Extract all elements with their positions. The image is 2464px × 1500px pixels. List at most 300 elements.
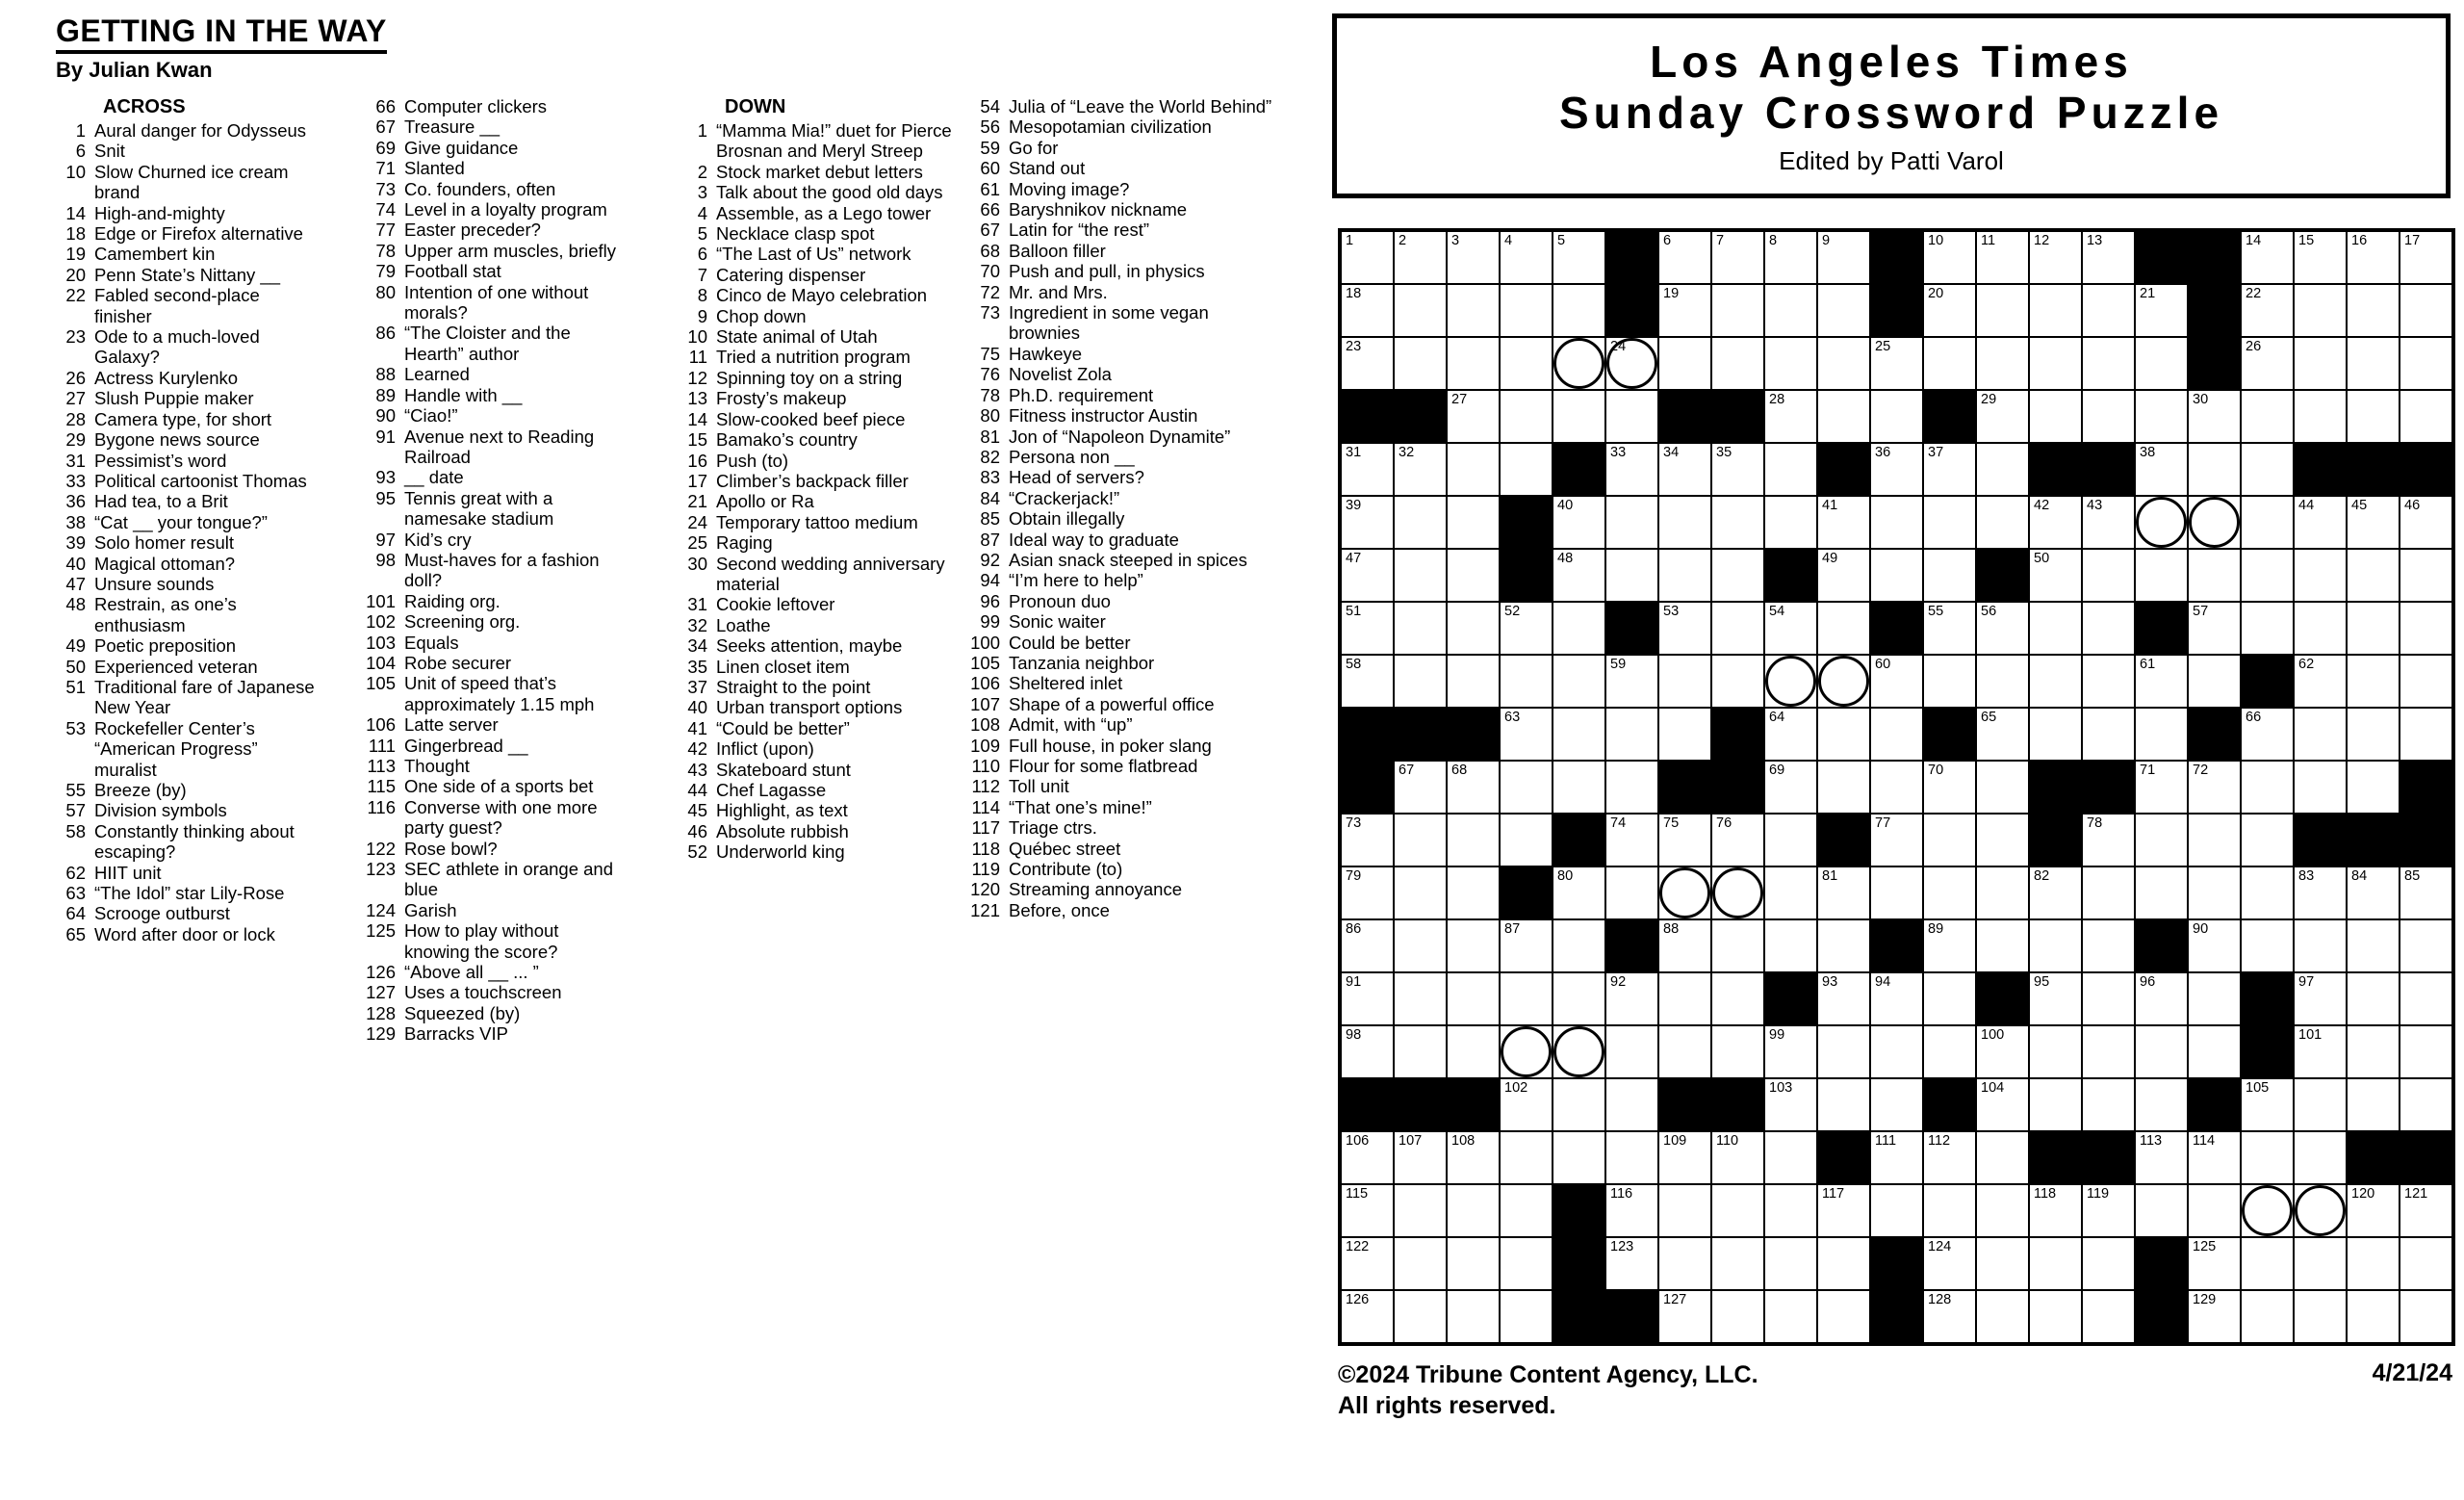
grid-cell-r5c1[interactable] bbox=[1341, 443, 1394, 496]
grid-cell-r8c8[interactable] bbox=[1711, 602, 1764, 655]
grid-cell-r21c20[interactable] bbox=[2347, 1290, 2400, 1343]
grid-cell-r15c15[interactable] bbox=[2082, 972, 2135, 1025]
grid-cell-r5c17[interactable] bbox=[2188, 443, 2241, 496]
grid-cell-r15c3[interactable] bbox=[1447, 972, 1500, 1025]
grid-cell-r11c20[interactable] bbox=[2347, 761, 2400, 814]
grid-cell-r19c11[interactable] bbox=[1870, 1184, 1923, 1237]
grid-cell-r7c12[interactable] bbox=[1923, 549, 1976, 602]
grid-cell-r13c19[interactable] bbox=[2294, 866, 2347, 919]
grid-cell-r1c18[interactable] bbox=[2241, 231, 2294, 284]
grid-cell-r15c17[interactable] bbox=[2188, 972, 2241, 1025]
grid-cell-r15c19[interactable] bbox=[2294, 972, 2347, 1025]
grid-cell-r3c3[interactable] bbox=[1447, 337, 1500, 390]
grid-cell-r20c4[interactable] bbox=[1500, 1237, 1553, 1290]
grid-cell-r17c13[interactable] bbox=[1976, 1078, 2029, 1131]
grid-cell-r16c13[interactable] bbox=[1976, 1025, 2029, 1078]
grid-cell-r10c20[interactable] bbox=[2347, 708, 2400, 761]
grid-cell-r3c12[interactable] bbox=[1923, 337, 1976, 390]
grid-cell-r8c2[interactable] bbox=[1394, 602, 1447, 655]
grid-cell-r18c9[interactable] bbox=[1764, 1131, 1817, 1184]
grid-cell-r3c9[interactable] bbox=[1764, 337, 1817, 390]
grid-cell-r8c10[interactable] bbox=[1817, 602, 1870, 655]
grid-cell-r11c13[interactable] bbox=[1976, 761, 2029, 814]
grid-cell-r11c5[interactable] bbox=[1553, 761, 1605, 814]
grid-cell-r5c16[interactable] bbox=[2135, 443, 2188, 496]
grid-cell-r5c7[interactable] bbox=[1658, 443, 1711, 496]
grid-cell-r14c4[interactable] bbox=[1500, 919, 1553, 972]
grid-cell-r21c4[interactable] bbox=[1500, 1290, 1553, 1343]
grid-cell-r14c12[interactable] bbox=[1923, 919, 1976, 972]
grid-cell-r12c2[interactable] bbox=[1394, 814, 1447, 866]
grid-cell-r19c12[interactable] bbox=[1923, 1184, 1976, 1237]
grid-cell-r9c6[interactable] bbox=[1605, 655, 1658, 708]
grid-cell-r8c15[interactable] bbox=[2082, 602, 2135, 655]
grid-cell-r12c8[interactable] bbox=[1711, 814, 1764, 866]
grid-cell-r8c17[interactable] bbox=[2188, 602, 2241, 655]
grid-cell-r21c13[interactable] bbox=[1976, 1290, 2029, 1343]
grid-cell-r20c2[interactable] bbox=[1394, 1237, 1447, 1290]
grid-cell-r17c4[interactable] bbox=[1500, 1078, 1553, 1131]
grid-cell-r3c1[interactable] bbox=[1341, 337, 1394, 390]
grid-cell-r7c7[interactable] bbox=[1658, 549, 1711, 602]
grid-cell-r7c6[interactable] bbox=[1605, 549, 1658, 602]
grid-cell-r21c14[interactable] bbox=[2029, 1290, 2082, 1343]
grid-cell-r2c7[interactable] bbox=[1658, 284, 1711, 337]
grid-cell-r5c11[interactable] bbox=[1870, 443, 1923, 496]
grid-cell-r8c14[interactable] bbox=[2029, 602, 2082, 655]
grid-cell-r12c6[interactable] bbox=[1605, 814, 1658, 866]
grid-cell-r15c21[interactable] bbox=[2400, 972, 2452, 1025]
grid-cell-r15c4[interactable] bbox=[1500, 972, 1553, 1025]
grid-cell-r4c5[interactable] bbox=[1553, 390, 1605, 443]
grid-cell-r16c21[interactable] bbox=[2400, 1025, 2452, 1078]
grid-cell-r20c14[interactable] bbox=[2029, 1237, 2082, 1290]
grid-cell-r1c15[interactable] bbox=[2082, 231, 2135, 284]
grid-cell-r9c21[interactable] bbox=[2400, 655, 2452, 708]
grid-cell-r15c2[interactable] bbox=[1394, 972, 1447, 1025]
grid-cell-r8c7[interactable] bbox=[1658, 602, 1711, 655]
grid-cell-r1c7[interactable] bbox=[1658, 231, 1711, 284]
grid-cell-r10c5[interactable] bbox=[1553, 708, 1605, 761]
grid-cell-r14c7[interactable] bbox=[1658, 919, 1711, 972]
grid-cell-r6c17[interactable] bbox=[2188, 496, 2241, 549]
grid-cell-r5c18[interactable] bbox=[2241, 443, 2294, 496]
grid-cell-r1c19[interactable] bbox=[2294, 231, 2347, 284]
grid-cell-r8c12[interactable] bbox=[1923, 602, 1976, 655]
grid-cell-r9c8[interactable] bbox=[1711, 655, 1764, 708]
grid-cell-r2c13[interactable] bbox=[1976, 284, 2029, 337]
grid-cell-r18c3[interactable] bbox=[1447, 1131, 1500, 1184]
grid-cell-r20c6[interactable] bbox=[1605, 1237, 1658, 1290]
grid-cell-r19c17[interactable] bbox=[2188, 1184, 2241, 1237]
grid-cell-r18c7[interactable] bbox=[1658, 1131, 1711, 1184]
grid-cell-r1c2[interactable] bbox=[1394, 231, 1447, 284]
grid-cell-r7c14[interactable] bbox=[2029, 549, 2082, 602]
grid-cell-r14c9[interactable] bbox=[1764, 919, 1817, 972]
grid-cell-r4c19[interactable] bbox=[2294, 390, 2347, 443]
grid-cell-r14c18[interactable] bbox=[2241, 919, 2294, 972]
grid-cell-r21c17[interactable] bbox=[2188, 1290, 2241, 1343]
grid-cell-r11c4[interactable] bbox=[1500, 761, 1553, 814]
grid-cell-r13c17[interactable] bbox=[2188, 866, 2241, 919]
grid-cell-r15c11[interactable] bbox=[1870, 972, 1923, 1025]
grid-cell-r21c10[interactable] bbox=[1817, 1290, 1870, 1343]
grid-cell-r21c19[interactable] bbox=[2294, 1290, 2347, 1343]
grid-cell-r19c7[interactable] bbox=[1658, 1184, 1711, 1237]
grid-cell-r1c8[interactable] bbox=[1711, 231, 1764, 284]
grid-cell-r13c16[interactable] bbox=[2135, 866, 2188, 919]
grid-cell-r7c11[interactable] bbox=[1870, 549, 1923, 602]
grid-cell-r7c8[interactable] bbox=[1711, 549, 1764, 602]
grid-cell-r5c2[interactable] bbox=[1394, 443, 1447, 496]
grid-cell-r20c1[interactable] bbox=[1341, 1237, 1394, 1290]
grid-cell-r21c8[interactable] bbox=[1711, 1290, 1764, 1343]
grid-cell-r2c4[interactable] bbox=[1500, 284, 1553, 337]
grid-cell-r1c13[interactable] bbox=[1976, 231, 2029, 284]
grid-cell-r16c4[interactable] bbox=[1500, 1025, 1553, 1078]
grid-cell-r3c11[interactable] bbox=[1870, 337, 1923, 390]
grid-cell-r19c6[interactable] bbox=[1605, 1184, 1658, 1237]
grid-cell-r16c15[interactable] bbox=[2082, 1025, 2135, 1078]
grid-cell-r9c16[interactable] bbox=[2135, 655, 2188, 708]
grid-cell-r14c17[interactable] bbox=[2188, 919, 2241, 972]
grid-cell-r11c17[interactable] bbox=[2188, 761, 2241, 814]
grid-cell-r17c20[interactable] bbox=[2347, 1078, 2400, 1131]
grid-cell-r1c5[interactable] bbox=[1553, 231, 1605, 284]
grid-cell-r21c15[interactable] bbox=[2082, 1290, 2135, 1343]
grid-cell-r13c10[interactable] bbox=[1817, 866, 1870, 919]
grid-cell-r8c5[interactable] bbox=[1553, 602, 1605, 655]
grid-cell-r17c6[interactable] bbox=[1605, 1078, 1658, 1131]
grid-cell-r6c3[interactable] bbox=[1447, 496, 1500, 549]
grid-cell-r13c2[interactable] bbox=[1394, 866, 1447, 919]
grid-cell-r16c1[interactable] bbox=[1341, 1025, 1394, 1078]
grid-cell-r7c18[interactable] bbox=[2241, 549, 2294, 602]
grid-cell-r2c15[interactable] bbox=[2082, 284, 2135, 337]
grid-cell-r17c10[interactable] bbox=[1817, 1078, 1870, 1131]
grid-cell-r3c2[interactable] bbox=[1394, 337, 1447, 390]
grid-cell-r12c13[interactable] bbox=[1976, 814, 2029, 866]
grid-cell-r10c19[interactable] bbox=[2294, 708, 2347, 761]
grid-cell-r7c5[interactable] bbox=[1553, 549, 1605, 602]
grid-cell-r7c20[interactable] bbox=[2347, 549, 2400, 602]
grid-cell-r16c17[interactable] bbox=[2188, 1025, 2241, 1078]
grid-cell-r16c14[interactable] bbox=[2029, 1025, 2082, 1078]
grid-cell-r15c20[interactable] bbox=[2347, 972, 2400, 1025]
grid-cell-r1c12[interactable] bbox=[1923, 231, 1976, 284]
grid-cell-r17c16[interactable] bbox=[2135, 1078, 2188, 1131]
grid-cell-r4c6[interactable] bbox=[1605, 390, 1658, 443]
grid-cell-r1c10[interactable] bbox=[1817, 231, 1870, 284]
grid-cell-r4c14[interactable] bbox=[2029, 390, 2082, 443]
grid-cell-r10c4[interactable] bbox=[1500, 708, 1553, 761]
grid-cell-r13c9[interactable] bbox=[1764, 866, 1817, 919]
grid-cell-r16c7[interactable] bbox=[1658, 1025, 1711, 1078]
grid-cell-r18c17[interactable] bbox=[2188, 1131, 2241, 1184]
grid-cell-r2c19[interactable] bbox=[2294, 284, 2347, 337]
grid-cell-r13c8[interactable] bbox=[1711, 866, 1764, 919]
grid-cell-r18c11[interactable] bbox=[1870, 1131, 1923, 1184]
grid-cell-r3c5[interactable] bbox=[1553, 337, 1605, 390]
grid-cell-r1c20[interactable] bbox=[2347, 231, 2400, 284]
grid-cell-r17c19[interactable] bbox=[2294, 1078, 2347, 1131]
grid-cell-r13c1[interactable] bbox=[1341, 866, 1394, 919]
grid-cell-r7c3[interactable] bbox=[1447, 549, 1500, 602]
grid-cell-r14c1[interactable] bbox=[1341, 919, 1394, 972]
grid-cell-r8c20[interactable] bbox=[2347, 602, 2400, 655]
grid-cell-r14c5[interactable] bbox=[1553, 919, 1605, 972]
grid-cell-r18c5[interactable] bbox=[1553, 1131, 1605, 1184]
grid-cell-r5c8[interactable] bbox=[1711, 443, 1764, 496]
grid-cell-r20c19[interactable] bbox=[2294, 1237, 2347, 1290]
grid-cell-r19c20[interactable] bbox=[2347, 1184, 2400, 1237]
grid-cell-r10c14[interactable] bbox=[2029, 708, 2082, 761]
grid-cell-r3c18[interactable] bbox=[2241, 337, 2294, 390]
grid-cell-r9c19[interactable] bbox=[2294, 655, 2347, 708]
grid-cell-r15c8[interactable] bbox=[1711, 972, 1764, 1025]
grid-cell-r9c20[interactable] bbox=[2347, 655, 2400, 708]
grid-cell-r2c8[interactable] bbox=[1711, 284, 1764, 337]
grid-cell-r19c10[interactable] bbox=[1817, 1184, 1870, 1237]
grid-cell-r2c12[interactable] bbox=[1923, 284, 1976, 337]
grid-cell-r6c20[interactable] bbox=[2347, 496, 2400, 549]
grid-cell-r20c17[interactable] bbox=[2188, 1237, 2241, 1290]
grid-cell-r14c2[interactable] bbox=[1394, 919, 1447, 972]
grid-cell-r9c4[interactable] bbox=[1500, 655, 1553, 708]
grid-cell-r1c9[interactable] bbox=[1764, 231, 1817, 284]
grid-cell-r12c16[interactable] bbox=[2135, 814, 2188, 866]
grid-cell-r7c21[interactable] bbox=[2400, 549, 2452, 602]
grid-cell-r9c7[interactable] bbox=[1658, 655, 1711, 708]
grid-cell-r18c8[interactable] bbox=[1711, 1131, 1764, 1184]
grid-cell-r9c2[interactable] bbox=[1394, 655, 1447, 708]
grid-cell-r9c3[interactable] bbox=[1447, 655, 1500, 708]
grid-cell-r4c21[interactable] bbox=[2400, 390, 2452, 443]
grid-cell-r8c19[interactable] bbox=[2294, 602, 2347, 655]
grid-cell-r13c21[interactable] bbox=[2400, 866, 2452, 919]
grid-cell-r18c18[interactable] bbox=[2241, 1131, 2294, 1184]
grid-cell-r19c1[interactable] bbox=[1341, 1184, 1394, 1237]
grid-cell-r18c19[interactable] bbox=[2294, 1131, 2347, 1184]
grid-cell-r2c5[interactable] bbox=[1553, 284, 1605, 337]
grid-cell-r6c8[interactable] bbox=[1711, 496, 1764, 549]
grid-cell-r12c15[interactable] bbox=[2082, 814, 2135, 866]
grid-cell-r13c11[interactable] bbox=[1870, 866, 1923, 919]
grid-cell-r5c4[interactable] bbox=[1500, 443, 1553, 496]
grid-cell-r18c16[interactable] bbox=[2135, 1131, 2188, 1184]
grid-cell-r18c4[interactable] bbox=[1500, 1131, 1553, 1184]
grid-cell-r15c12[interactable] bbox=[1923, 972, 1976, 1025]
grid-cell-r14c20[interactable] bbox=[2347, 919, 2400, 972]
grid-cell-r4c10[interactable] bbox=[1817, 390, 1870, 443]
grid-cell-r8c1[interactable] bbox=[1341, 602, 1394, 655]
grid-cell-r4c20[interactable] bbox=[2347, 390, 2400, 443]
grid-cell-r4c17[interactable] bbox=[2188, 390, 2241, 443]
grid-cell-r18c2[interactable] bbox=[1394, 1131, 1447, 1184]
grid-cell-r20c8[interactable] bbox=[1711, 1237, 1764, 1290]
grid-cell-r6c6[interactable] bbox=[1605, 496, 1658, 549]
grid-cell-r13c7[interactable] bbox=[1658, 866, 1711, 919]
grid-cell-r3c8[interactable] bbox=[1711, 337, 1764, 390]
grid-cell-r9c9[interactable] bbox=[1764, 655, 1817, 708]
grid-cell-r3c20[interactable] bbox=[2347, 337, 2400, 390]
grid-cell-r3c15[interactable] bbox=[2082, 337, 2135, 390]
grid-cell-r15c16[interactable] bbox=[2135, 972, 2188, 1025]
grid-cell-r16c2[interactable] bbox=[1394, 1025, 1447, 1078]
grid-cell-r19c19[interactable] bbox=[2294, 1184, 2347, 1237]
grid-cell-r17c14[interactable] bbox=[2029, 1078, 2082, 1131]
grid-cell-r15c6[interactable] bbox=[1605, 972, 1658, 1025]
grid-cell-r3c21[interactable] bbox=[2400, 337, 2452, 390]
grid-cell-r4c18[interactable] bbox=[2241, 390, 2294, 443]
grid-cell-r21c12[interactable] bbox=[1923, 1290, 1976, 1343]
grid-cell-r14c3[interactable] bbox=[1447, 919, 1500, 972]
grid-cell-r10c7[interactable] bbox=[1658, 708, 1711, 761]
grid-cell-r13c15[interactable] bbox=[2082, 866, 2135, 919]
grid-cell-r11c6[interactable] bbox=[1605, 761, 1658, 814]
grid-cell-r2c21[interactable] bbox=[2400, 284, 2452, 337]
grid-cell-r9c1[interactable] bbox=[1341, 655, 1394, 708]
grid-cell-r11c10[interactable] bbox=[1817, 761, 1870, 814]
grid-cell-r4c11[interactable] bbox=[1870, 390, 1923, 443]
grid-cell-r5c6[interactable] bbox=[1605, 443, 1658, 496]
grid-cell-r21c2[interactable] bbox=[1394, 1290, 1447, 1343]
grid-cell-r10c6[interactable] bbox=[1605, 708, 1658, 761]
grid-cell-r16c12[interactable] bbox=[1923, 1025, 1976, 1078]
grid-cell-r10c9[interactable] bbox=[1764, 708, 1817, 761]
grid-cell-r9c10[interactable] bbox=[1817, 655, 1870, 708]
grid-cell-r8c9[interactable] bbox=[1764, 602, 1817, 655]
grid-cell-r19c3[interactable] bbox=[1447, 1184, 1500, 1237]
grid-cell-r19c16[interactable] bbox=[2135, 1184, 2188, 1237]
grid-cell-r10c15[interactable] bbox=[2082, 708, 2135, 761]
grid-cell-r12c9[interactable] bbox=[1764, 814, 1817, 866]
grid-cell-r10c11[interactable] bbox=[1870, 708, 1923, 761]
grid-cell-r17c21[interactable] bbox=[2400, 1078, 2452, 1131]
grid-cell-r12c11[interactable] bbox=[1870, 814, 1923, 866]
grid-cell-r9c17[interactable] bbox=[2188, 655, 2241, 708]
grid-cell-r13c6[interactable] bbox=[1605, 866, 1658, 919]
grid-cell-r20c10[interactable] bbox=[1817, 1237, 1870, 1290]
grid-cell-r6c13[interactable] bbox=[1976, 496, 2029, 549]
grid-cell-r19c9[interactable] bbox=[1764, 1184, 1817, 1237]
grid-cell-r2c3[interactable] bbox=[1447, 284, 1500, 337]
grid-cell-r11c19[interactable] bbox=[2294, 761, 2347, 814]
grid-cell-r2c1[interactable] bbox=[1341, 284, 1394, 337]
grid-cell-r1c14[interactable] bbox=[2029, 231, 2082, 284]
grid-cell-r6c15[interactable] bbox=[2082, 496, 2135, 549]
grid-cell-r7c16[interactable] bbox=[2135, 549, 2188, 602]
grid-cell-r21c1[interactable] bbox=[1341, 1290, 1394, 1343]
grid-cell-r3c13[interactable] bbox=[1976, 337, 2029, 390]
grid-cell-r16c6[interactable] bbox=[1605, 1025, 1658, 1078]
grid-cell-r6c19[interactable] bbox=[2294, 496, 2347, 549]
grid-cell-r3c10[interactable] bbox=[1817, 337, 1870, 390]
grid-cell-r6c2[interactable] bbox=[1394, 496, 1447, 549]
grid-cell-r13c18[interactable] bbox=[2241, 866, 2294, 919]
grid-cell-r15c10[interactable] bbox=[1817, 972, 1870, 1025]
grid-cell-r17c18[interactable] bbox=[2241, 1078, 2294, 1131]
grid-cell-r20c12[interactable] bbox=[1923, 1237, 1976, 1290]
grid-cell-r2c10[interactable] bbox=[1817, 284, 1870, 337]
grid-cell-r6c11[interactable] bbox=[1870, 496, 1923, 549]
grid-cell-r20c21[interactable] bbox=[2400, 1237, 2452, 1290]
grid-cell-r4c4[interactable] bbox=[1500, 390, 1553, 443]
grid-cell-r17c5[interactable] bbox=[1553, 1078, 1605, 1131]
grid-cell-r19c8[interactable] bbox=[1711, 1184, 1764, 1237]
grid-cell-r10c21[interactable] bbox=[2400, 708, 2452, 761]
grid-cell-r11c11[interactable] bbox=[1870, 761, 1923, 814]
grid-cell-r8c3[interactable] bbox=[1447, 602, 1500, 655]
grid-cell-r12c4[interactable] bbox=[1500, 814, 1553, 866]
grid-cell-r18c1[interactable] bbox=[1341, 1131, 1394, 1184]
grid-cell-r1c4[interactable] bbox=[1500, 231, 1553, 284]
grid-cell-r9c15[interactable] bbox=[2082, 655, 2135, 708]
grid-cell-r2c14[interactable] bbox=[2029, 284, 2082, 337]
grid-cell-r12c3[interactable] bbox=[1447, 814, 1500, 866]
grid-cell-r16c19[interactable] bbox=[2294, 1025, 2347, 1078]
grid-cell-r2c9[interactable] bbox=[1764, 284, 1817, 337]
grid-cell-r16c10[interactable] bbox=[1817, 1025, 1870, 1078]
grid-cell-r4c13[interactable] bbox=[1976, 390, 2029, 443]
grid-cell-r14c14[interactable] bbox=[2029, 919, 2082, 972]
grid-cell-r21c21[interactable] bbox=[2400, 1290, 2452, 1343]
grid-cell-r20c7[interactable] bbox=[1658, 1237, 1711, 1290]
grid-cell-r12c12[interactable] bbox=[1923, 814, 1976, 866]
grid-cell-r9c5[interactable] bbox=[1553, 655, 1605, 708]
grid-cell-r11c9[interactable] bbox=[1764, 761, 1817, 814]
grid-cell-r3c14[interactable] bbox=[2029, 337, 2082, 390]
grid-cell-r1c1[interactable] bbox=[1341, 231, 1394, 284]
grid-cell-r7c2[interactable] bbox=[1394, 549, 1447, 602]
grid-cell-r9c12[interactable] bbox=[1923, 655, 1976, 708]
grid-cell-r15c1[interactable] bbox=[1341, 972, 1394, 1025]
grid-cell-r20c18[interactable] bbox=[2241, 1237, 2294, 1290]
grid-cell-r6c21[interactable] bbox=[2400, 496, 2452, 549]
grid-cell-r19c2[interactable] bbox=[1394, 1184, 1447, 1237]
grid-cell-r1c21[interactable] bbox=[2400, 231, 2452, 284]
grid-cell-r18c6[interactable] bbox=[1605, 1131, 1658, 1184]
grid-cell-r11c2[interactable] bbox=[1394, 761, 1447, 814]
grid-cell-r10c13[interactable] bbox=[1976, 708, 2029, 761]
grid-cell-r14c8[interactable] bbox=[1711, 919, 1764, 972]
grid-cell-r5c9[interactable] bbox=[1764, 443, 1817, 496]
grid-cell-r3c7[interactable] bbox=[1658, 337, 1711, 390]
grid-cell-r9c13[interactable] bbox=[1976, 655, 2029, 708]
grid-cell-r6c9[interactable] bbox=[1764, 496, 1817, 549]
grid-cell-r20c13[interactable] bbox=[1976, 1237, 2029, 1290]
grid-cell-r6c1[interactable] bbox=[1341, 496, 1394, 549]
grid-cell-r6c5[interactable] bbox=[1553, 496, 1605, 549]
grid-cell-r8c13[interactable] bbox=[1976, 602, 2029, 655]
grid-cell-r6c14[interactable] bbox=[2029, 496, 2082, 549]
grid-cell-r3c16[interactable] bbox=[2135, 337, 2188, 390]
grid-cell-r21c18[interactable] bbox=[2241, 1290, 2294, 1343]
grid-cell-r8c18[interactable] bbox=[2241, 602, 2294, 655]
grid-cell-r19c14[interactable] bbox=[2029, 1184, 2082, 1237]
grid-cell-r11c18[interactable] bbox=[2241, 761, 2294, 814]
grid-cell-r3c19[interactable] bbox=[2294, 337, 2347, 390]
grid-cell-r12c17[interactable] bbox=[2188, 814, 2241, 866]
grid-cell-r7c19[interactable] bbox=[2294, 549, 2347, 602]
grid-cell-r7c17[interactable] bbox=[2188, 549, 2241, 602]
grid-cell-r15c5[interactable] bbox=[1553, 972, 1605, 1025]
grid-cell-r13c13[interactable] bbox=[1976, 866, 2029, 919]
grid-cell-r20c15[interactable] bbox=[2082, 1237, 2135, 1290]
grid-cell-r11c16[interactable] bbox=[2135, 761, 2188, 814]
grid-cell-r1c3[interactable] bbox=[1447, 231, 1500, 284]
grid-cell-r2c2[interactable] bbox=[1394, 284, 1447, 337]
